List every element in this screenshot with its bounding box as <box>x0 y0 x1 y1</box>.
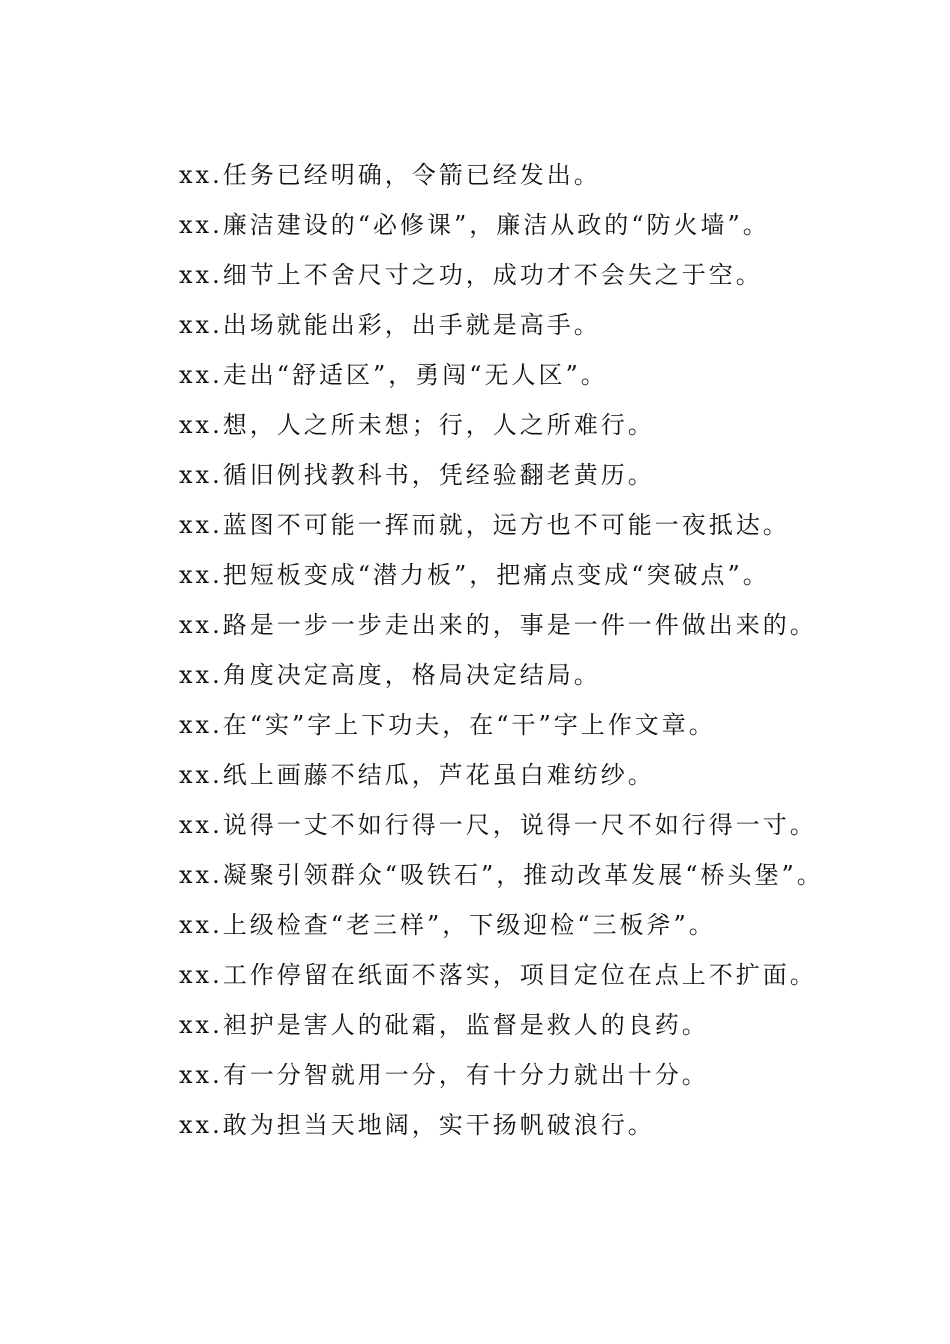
paragraph-12: xx.在“实”字上下功夫，在“干”字上作文章。 <box>179 711 716 739</box>
paragraph-8: xx.蓝图不可能一挥而就，远方也不可能一夜抵达。 <box>179 511 790 539</box>
paragraph-14: xx.说得一丈不如行得一尺，说得一尺不如行得一寸。 <box>179 811 817 839</box>
paragraph-10: xx.路是一步一步走出来的，事是一件一件做出来的。 <box>179 611 817 639</box>
paragraph-15: xx.凝聚引领群众“吸铁石”，推动改革发展“桥头堡”。 <box>179 861 824 889</box>
paragraph-2: xx.廉洁建设的“必修课”，廉洁从政的“防火墙”。 <box>179 211 770 239</box>
paragraph-4: xx.出场就能出彩，出手就是高手。 <box>179 311 601 339</box>
paragraph-17: xx.工作停留在纸面不落实，项目定位在点上不扩面。 <box>179 961 817 989</box>
paragraph-7: xx.循旧例找教科书，凭经验翻老黄历。 <box>179 461 655 489</box>
paragraph-1: xx.任务已经明确，令箭已经发出。 <box>179 161 601 189</box>
paragraph-6: xx.想，人之所未想；行，人之所难行。 <box>179 411 655 439</box>
paragraph-5: xx.走出“舒适区”，勇闯“无人区”。 <box>179 361 608 389</box>
paragraph-16: xx.上级检查“老三样”，下级迎检“三板斧”。 <box>179 911 716 939</box>
document-body <box>130 150 832 1150</box>
paragraph-3: xx.细节上不舍尺寸之功，成功才不会失之于空。 <box>179 261 763 289</box>
paragraph-18: xx.袒护是害人的砒霜，监督是救人的良药。 <box>179 1011 709 1039</box>
paragraph-20: xx.敢为担当天地阔，实干扬帆破浪行。 <box>179 1111 655 1139</box>
paragraph-19: xx.有一分智就用一分，有十分力就出十分。 <box>179 1061 709 1089</box>
paragraph-9: xx.把短板变成“潜力板”，把痛点变成“突破点”。 <box>179 561 770 589</box>
paragraph-11: xx.角度决定高度，格局决定结局。 <box>179 661 601 689</box>
paragraph-13: xx.纸上画藤不结瓜，芦花虽白难纺纱。 <box>179 761 655 789</box>
